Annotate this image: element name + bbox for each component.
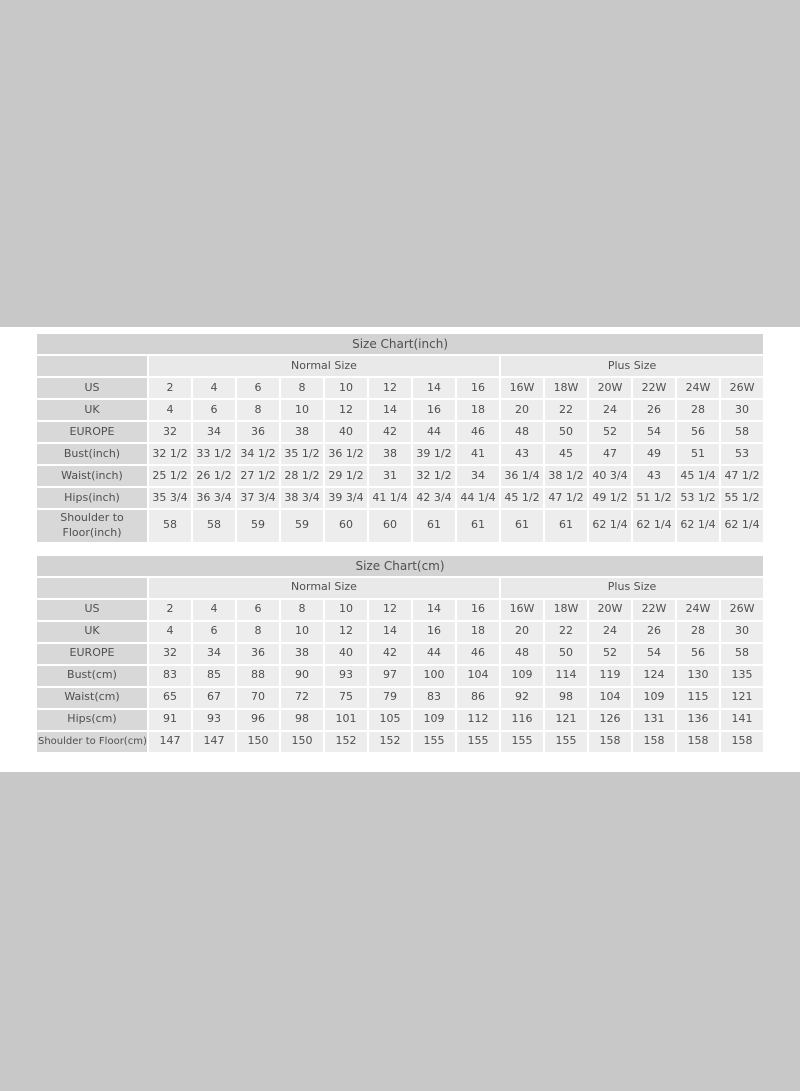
size-value-cell: 116 — [501, 710, 543, 730]
column-group-row — [37, 356, 763, 376]
column-group-header: Normal Size — [149, 578, 499, 598]
row-label: Bust(inch) — [37, 444, 147, 464]
size-value-cell: 34 — [193, 422, 235, 442]
size-value-cell: 85 — [193, 666, 235, 686]
size-value-cell: 100 — [413, 666, 455, 686]
size-value-cell: 86 — [457, 688, 499, 708]
size-value-cell: 28 1/2 — [281, 466, 323, 486]
size-chart-table-cm — [35, 554, 765, 754]
size-value-cell: 16 — [413, 622, 455, 642]
size-value-cell: 42 — [369, 422, 411, 442]
size-value-cell: 38 — [281, 422, 323, 442]
size-value-cell: 124 — [633, 666, 675, 686]
size-value-cell: 18 — [457, 400, 499, 420]
size-value-cell: 62 1/4 — [633, 510, 675, 542]
size-value-cell: 16 — [457, 378, 499, 398]
size-value-cell: 92 — [501, 688, 543, 708]
size-value-cell: 43 — [501, 444, 543, 464]
size-value-cell: 158 — [633, 732, 675, 752]
size-value-cell: 53 1/2 — [677, 488, 719, 508]
size-value-cell: 49 — [633, 444, 675, 464]
size-value-cell: 112 — [457, 710, 499, 730]
size-value-cell: 43 — [633, 466, 675, 486]
size-value-cell: 10 — [281, 622, 323, 642]
size-value-cell: 70 — [237, 688, 279, 708]
table-row — [37, 622, 763, 642]
size-value-cell: 26W — [721, 600, 763, 620]
row-label: Waist(inch) — [37, 466, 147, 486]
size-value-cell: 53 — [721, 444, 763, 464]
size-value-cell: 45 — [545, 444, 587, 464]
table-title-row — [37, 334, 763, 354]
size-value-cell: 115 — [677, 688, 719, 708]
size-value-cell: 20 — [501, 400, 543, 420]
size-value-cell: 14 — [369, 622, 411, 642]
size-chart-table-inch — [35, 332, 765, 544]
column-group-header: Plus Size — [501, 578, 763, 598]
size-value-cell: 51 — [677, 444, 719, 464]
size-value-cell: 12 — [369, 600, 411, 620]
size-value-cell: 62 1/4 — [677, 510, 719, 542]
size-value-cell: 6 — [237, 378, 279, 398]
size-value-cell: 10 — [281, 400, 323, 420]
row-label: Shoulder to Floor(inch) — [37, 510, 147, 542]
size-value-cell: 24 — [589, 622, 631, 642]
size-value-cell: 38 — [281, 644, 323, 664]
column-group-header: Normal Size — [149, 356, 499, 376]
size-value-cell: 26 — [633, 622, 675, 642]
table-row — [37, 444, 763, 464]
size-value-cell: 12 — [369, 378, 411, 398]
size-value-cell: 97 — [369, 666, 411, 686]
row-label: US — [37, 378, 147, 398]
size-value-cell: 12 — [325, 622, 367, 642]
size-value-cell: 72 — [281, 688, 323, 708]
size-value-cell: 33 1/2 — [193, 444, 235, 464]
size-value-cell: 54 — [633, 644, 675, 664]
size-value-cell: 96 — [237, 710, 279, 730]
size-value-cell: 27 1/2 — [237, 466, 279, 486]
column-group-row — [37, 578, 763, 598]
size-value-cell: 58 — [193, 510, 235, 542]
size-value-cell: 83 — [413, 688, 455, 708]
size-value-cell: 135 — [721, 666, 763, 686]
size-value-cell: 16W — [501, 378, 543, 398]
size-value-cell: 6 — [237, 600, 279, 620]
size-value-cell: 22W — [633, 378, 675, 398]
table-row — [37, 400, 763, 420]
size-value-cell: 6 — [193, 400, 235, 420]
size-value-cell: 62 1/4 — [721, 510, 763, 542]
corner-cell — [37, 356, 147, 376]
table-row — [37, 466, 763, 486]
size-value-cell: 28 — [677, 622, 719, 642]
size-value-cell: 30 — [721, 400, 763, 420]
size-value-cell: 26W — [721, 378, 763, 398]
size-value-cell: 150 — [237, 732, 279, 752]
size-value-cell: 42 — [369, 644, 411, 664]
size-value-cell: 47 1/2 — [545, 488, 587, 508]
size-value-cell: 52 — [589, 422, 631, 442]
size-value-cell: 152 — [325, 732, 367, 752]
size-value-cell: 121 — [721, 688, 763, 708]
size-value-cell: 39 3/4 — [325, 488, 367, 508]
size-value-cell: 67 — [193, 688, 235, 708]
size-value-cell: 104 — [589, 688, 631, 708]
size-value-cell: 32 1/2 — [149, 444, 191, 464]
size-value-cell: 131 — [633, 710, 675, 730]
table-row — [37, 510, 763, 542]
size-value-cell: 36 1/2 — [325, 444, 367, 464]
size-value-cell: 126 — [589, 710, 631, 730]
size-value-cell: 155 — [457, 732, 499, 752]
size-value-cell: 8 — [237, 622, 279, 642]
size-value-cell: 121 — [545, 710, 587, 730]
size-value-cell: 30 — [721, 622, 763, 642]
size-value-cell: 119 — [589, 666, 631, 686]
row-label: UK — [37, 622, 147, 642]
size-value-cell: 26 — [633, 400, 675, 420]
size-value-cell: 38 3/4 — [281, 488, 323, 508]
size-value-cell: 10 — [325, 600, 367, 620]
size-value-cell: 34 — [193, 644, 235, 664]
size-value-cell: 36 — [237, 644, 279, 664]
size-value-cell: 22 — [545, 622, 587, 642]
table-row — [37, 488, 763, 508]
table-title: Size Chart(inch) — [37, 334, 763, 354]
size-value-cell: 47 1/2 — [721, 466, 763, 486]
size-value-cell: 59 — [281, 510, 323, 542]
size-value-cell: 49 1/2 — [589, 488, 631, 508]
size-value-cell: 8 — [281, 600, 323, 620]
size-value-cell: 56 — [677, 644, 719, 664]
size-value-cell: 6 — [193, 622, 235, 642]
size-value-cell: 52 — [589, 644, 631, 664]
size-value-cell: 10 — [325, 378, 367, 398]
size-value-cell: 65 — [149, 688, 191, 708]
size-value-cell: 20 — [501, 622, 543, 642]
size-value-cell: 37 3/4 — [237, 488, 279, 508]
size-value-cell: 61 — [501, 510, 543, 542]
table-row — [37, 666, 763, 686]
size-value-cell: 32 — [149, 422, 191, 442]
size-value-cell: 50 — [545, 644, 587, 664]
size-value-cell: 98 — [545, 688, 587, 708]
size-value-cell: 32 1/2 — [413, 466, 455, 486]
size-value-cell: 147 — [193, 732, 235, 752]
size-value-cell: 50 — [545, 422, 587, 442]
size-value-cell: 109 — [413, 710, 455, 730]
size-value-cell: 61 — [457, 510, 499, 542]
size-value-cell: 35 1/2 — [281, 444, 323, 464]
size-value-cell: 4 — [149, 400, 191, 420]
size-value-cell: 58 — [149, 510, 191, 542]
size-value-cell: 36 3/4 — [193, 488, 235, 508]
size-value-cell: 54 — [633, 422, 675, 442]
size-value-cell: 36 — [237, 422, 279, 442]
size-value-cell: 32 — [149, 644, 191, 664]
size-value-cell: 158 — [677, 732, 719, 752]
size-value-cell: 16W — [501, 600, 543, 620]
size-value-cell: 59 — [237, 510, 279, 542]
size-value-cell: 47 — [589, 444, 631, 464]
size-value-cell: 24W — [677, 600, 719, 620]
size-value-cell: 158 — [589, 732, 631, 752]
row-label: Hips(inch) — [37, 488, 147, 508]
size-value-cell: 4 — [193, 378, 235, 398]
row-label: EUROPE — [37, 644, 147, 664]
size-value-cell: 22 — [545, 400, 587, 420]
size-value-cell: 98 — [281, 710, 323, 730]
size-value-cell: 155 — [545, 732, 587, 752]
size-value-cell: 61 — [545, 510, 587, 542]
size-value-cell: 58 — [721, 644, 763, 664]
size-value-cell: 147 — [149, 732, 191, 752]
size-value-cell: 109 — [501, 666, 543, 686]
size-value-cell: 29 1/2 — [325, 466, 367, 486]
table-title: Size Chart(cm) — [37, 556, 763, 576]
size-value-cell: 58 — [721, 422, 763, 442]
size-value-cell: 158 — [721, 732, 763, 752]
size-value-cell: 40 — [325, 644, 367, 664]
size-value-cell: 93 — [325, 666, 367, 686]
row-label: UK — [37, 400, 147, 420]
size-value-cell: 8 — [281, 378, 323, 398]
row-label: US — [37, 600, 147, 620]
size-value-cell: 41 — [457, 444, 499, 464]
size-value-cell: 24 — [589, 400, 631, 420]
size-value-cell: 44 1/4 — [457, 488, 499, 508]
size-value-cell: 44 — [413, 422, 455, 442]
size-value-cell: 79 — [369, 688, 411, 708]
size-value-cell: 104 — [457, 666, 499, 686]
size-value-cell: 40 — [325, 422, 367, 442]
row-label: Shoulder to Floor(cm) — [37, 732, 147, 752]
row-label: Bust(cm) — [37, 666, 147, 686]
size-value-cell: 88 — [237, 666, 279, 686]
size-value-cell: 75 — [325, 688, 367, 708]
size-value-cell: 34 1/2 — [237, 444, 279, 464]
row-label: EUROPE — [37, 422, 147, 442]
size-value-cell: 60 — [369, 510, 411, 542]
size-value-cell: 16 — [457, 600, 499, 620]
size-value-cell: 38 1/2 — [545, 466, 587, 486]
size-value-cell: 40 3/4 — [589, 466, 631, 486]
size-value-cell: 46 — [457, 422, 499, 442]
size-value-cell: 93 — [193, 710, 235, 730]
size-value-cell: 109 — [633, 688, 675, 708]
size-value-cell: 44 — [413, 644, 455, 664]
corner-cell — [37, 578, 147, 598]
row-label: Waist(cm) — [37, 688, 147, 708]
size-value-cell: 45 1/2 — [501, 488, 543, 508]
size-value-cell: 35 3/4 — [149, 488, 191, 508]
size-value-cell: 14 — [413, 600, 455, 620]
size-value-cell: 38 — [369, 444, 411, 464]
size-value-cell: 48 — [501, 422, 543, 442]
size-value-cell: 48 — [501, 644, 543, 664]
table-row — [37, 378, 763, 398]
column-group-header: Plus Size — [501, 356, 763, 376]
size-value-cell: 105 — [369, 710, 411, 730]
size-value-cell: 60 — [325, 510, 367, 542]
size-value-cell: 16 — [413, 400, 455, 420]
size-value-cell: 91 — [149, 710, 191, 730]
size-value-cell: 28 — [677, 400, 719, 420]
size-value-cell: 152 — [369, 732, 411, 752]
size-value-cell: 101 — [325, 710, 367, 730]
size-chart-panel — [0, 327, 800, 772]
size-value-cell: 39 1/2 — [413, 444, 455, 464]
size-value-cell: 130 — [677, 666, 719, 686]
size-value-cell: 61 — [413, 510, 455, 542]
table-row — [37, 600, 763, 620]
table-row — [37, 644, 763, 664]
size-value-cell: 114 — [545, 666, 587, 686]
size-value-cell: 56 — [677, 422, 719, 442]
size-value-cell: 25 1/2 — [149, 466, 191, 486]
table-row — [37, 732, 763, 752]
size-value-cell: 90 — [281, 666, 323, 686]
size-value-cell: 20W — [589, 600, 631, 620]
size-value-cell: 2 — [149, 378, 191, 398]
size-value-cell: 141 — [721, 710, 763, 730]
size-value-cell: 62 1/4 — [589, 510, 631, 542]
table-title-row — [37, 556, 763, 576]
size-value-cell: 18W — [545, 378, 587, 398]
size-value-cell: 4 — [149, 622, 191, 642]
size-value-cell: 12 — [325, 400, 367, 420]
size-value-cell: 155 — [413, 732, 455, 752]
size-value-cell: 4 — [193, 600, 235, 620]
size-value-cell: 31 — [369, 466, 411, 486]
size-value-cell: 14 — [369, 400, 411, 420]
size-value-cell: 83 — [149, 666, 191, 686]
size-value-cell: 18 — [457, 622, 499, 642]
size-value-cell: 150 — [281, 732, 323, 752]
size-value-cell: 51 1/2 — [633, 488, 675, 508]
size-value-cell: 42 3/4 — [413, 488, 455, 508]
size-value-cell: 136 — [677, 710, 719, 730]
size-value-cell: 24W — [677, 378, 719, 398]
size-value-cell: 36 1/4 — [501, 466, 543, 486]
size-value-cell: 14 — [413, 378, 455, 398]
size-value-cell: 20W — [589, 378, 631, 398]
size-value-cell: 18W — [545, 600, 587, 620]
size-value-cell: 155 — [501, 732, 543, 752]
table-row — [37, 688, 763, 708]
size-value-cell: 45 1/4 — [677, 466, 719, 486]
size-value-cell: 22W — [633, 600, 675, 620]
size-value-cell: 26 1/2 — [193, 466, 235, 486]
table-row — [37, 422, 763, 442]
size-value-cell: 41 1/4 — [369, 488, 411, 508]
size-value-cell: 46 — [457, 644, 499, 664]
size-value-cell: 55 1/2 — [721, 488, 763, 508]
size-value-cell: 2 — [149, 600, 191, 620]
size-value-cell: 34 — [457, 466, 499, 486]
size-value-cell: 8 — [237, 400, 279, 420]
table-row — [37, 710, 763, 730]
row-label: Hips(cm) — [37, 710, 147, 730]
